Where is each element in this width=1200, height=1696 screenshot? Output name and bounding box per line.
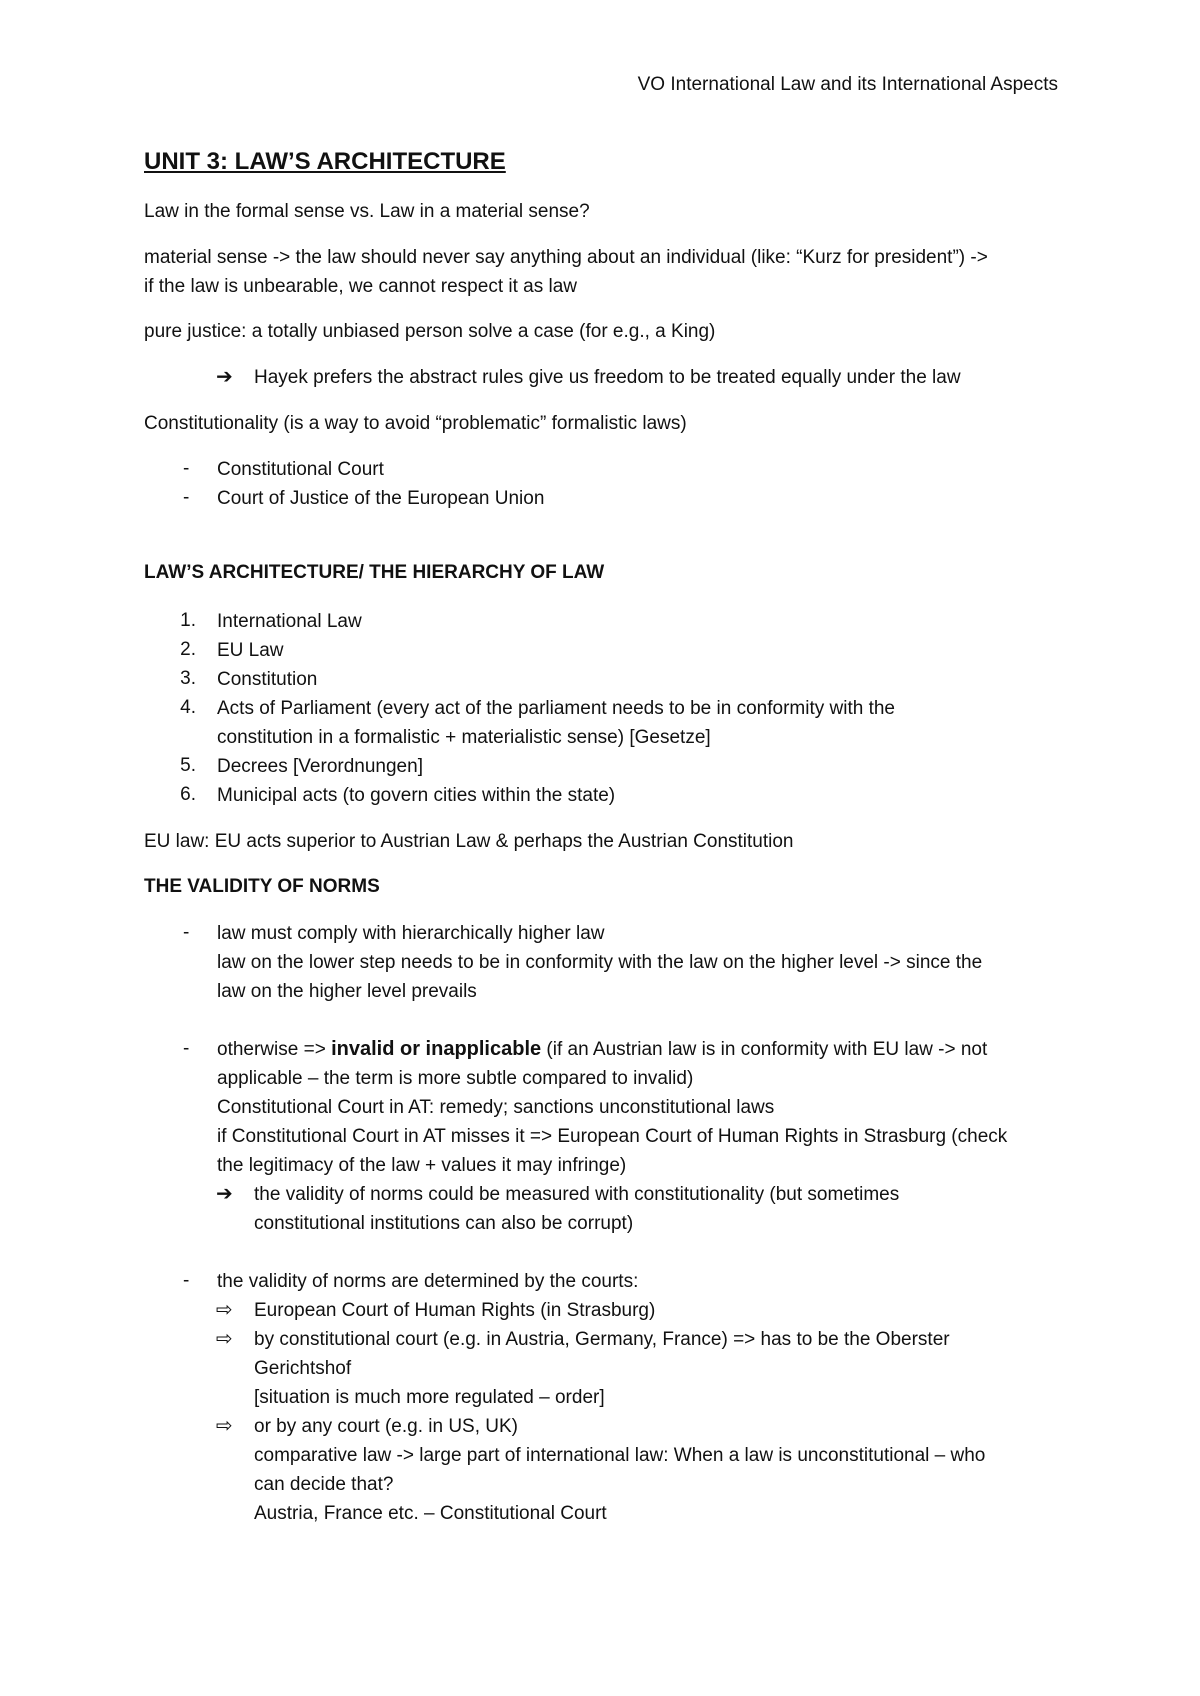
court-sub-2-line-1: by constitutional court (e.g. in Austria, Germany, France) => has to be the Oberster xyxy=(254,1329,950,1350)
court-sub-3-line-3: can decide that? xyxy=(254,1474,394,1495)
hierarchy-item-6: Municipal acts (to govern cities within the state) xyxy=(217,785,616,806)
validity-heading: THE VALIDITY OF NORMS xyxy=(144,876,380,897)
list-number: 6. xyxy=(180,784,196,805)
hierarchy-item-4-line-2: constitution in a formalistic + materialistic sense) [Gesetze] xyxy=(217,727,711,748)
validity-arrow-line-1: the validity of norms could be measured with constitutionality (but sometimes xyxy=(254,1184,900,1205)
court-sub-2-line-3: [situation is much more regulated – order] xyxy=(254,1387,605,1408)
hayek-line: Hayek prefers the abstract rules give us freedom to be treated equally under the law xyxy=(254,367,961,388)
court-sub-3-line-2: comparative law -> large part of international law: When a law is unconstitutional – who xyxy=(254,1445,986,1466)
pure-justice-line: pure justice: a totally unbiased person solve a case (for e.g., a King) xyxy=(144,321,716,342)
court-sub-3-line-4: Austria, France etc. – Constitutional Court xyxy=(254,1503,607,1524)
material-sense-line-2: if the law is unbearable, we cannot respect it as law xyxy=(144,276,578,297)
material-sense-line-1: material sense -> the law should never say anything about an individual (like: “Kurz for president”) -> xyxy=(144,247,988,268)
otherwise-text: otherwise => xyxy=(217,1039,332,1060)
hierarchy-item-2: EU Law xyxy=(217,640,284,661)
list-number: 1. xyxy=(180,610,196,631)
page-header: VO International Law and its International Aspects xyxy=(637,74,1058,95)
hierarchy-item-1: International Law xyxy=(217,611,362,632)
b2-post-text: (if an Austrian law is in conformity with EU law -> not xyxy=(541,1039,988,1060)
hollow-arrow-icon: ⇨ xyxy=(216,1415,233,1437)
constitutionality-line: Constitutionality (is a way to avoid “problematic” formalistic laws) xyxy=(144,413,687,434)
hollow-arrow-icon: ⇨ xyxy=(216,1328,233,1350)
list-number: 4. xyxy=(180,697,196,718)
dash-bullet: - xyxy=(183,458,190,479)
hollow-arrow-icon: ⇨ xyxy=(216,1299,233,1321)
validity-b2-line-5: the legitimacy of the law + values it may infringe) xyxy=(217,1155,627,1176)
hierarchy-heading: LAW’S ARCHITECTURE/ THE HIERARCHY OF LAW xyxy=(144,562,605,583)
hierarchy-item-5: Decrees [Verordnungen] xyxy=(217,756,423,777)
validity-b2-line-3: Constitutional Court in AT: remedy; sanctions unconstitutional laws xyxy=(217,1097,775,1118)
validity-b2-line-4: if Constitutional Court in AT misses it => European Court of Human Rights in Strasburg (check xyxy=(217,1126,1008,1147)
court-item-2: Court of Justice of the European Union xyxy=(217,488,545,509)
page-title: UNIT 3: LAW’S ARCHITECTURE xyxy=(144,148,506,175)
arrow-bullet-icon: ➔ xyxy=(216,1183,233,1205)
dash-bullet: - xyxy=(183,1270,190,1291)
arrow-bullet-icon: ➔ xyxy=(216,366,233,388)
court-sub-1: European Court of Human Rights (in Strasburg) xyxy=(254,1300,656,1321)
dash-bullet: - xyxy=(183,487,190,508)
list-number: 3. xyxy=(180,668,196,689)
validity-b1-line-2: law on the lower step needs to be in conformity with the law on the higher level -> since the xyxy=(217,952,983,973)
eu-law-note: EU law: EU acts superior to Austrian Law & perhaps the Austrian Constitution xyxy=(144,831,794,852)
dash-bullet: - xyxy=(183,1038,190,1059)
validity-b1-line-1: law must comply with hierarchically higher law xyxy=(217,923,605,944)
invalid-inapplicable-bold: invalid or inapplicable xyxy=(331,1038,542,1060)
validity-b3-line-1: the validity of norms are determined by the courts: xyxy=(217,1271,639,1292)
court-sub-3-line-1: or by any court (e.g. in US, UK) xyxy=(254,1416,518,1437)
list-number: 2. xyxy=(180,639,196,660)
hierarchy-item-4-line-1: Acts of Parliament (every act of the parliament needs to be in conformity with the xyxy=(217,698,895,719)
court-item-1: Constitutional Court xyxy=(217,459,384,480)
intro-question: Law in the formal sense vs. Law in a material sense? xyxy=(144,201,590,222)
court-sub-2-line-2: Gerichtshof xyxy=(254,1358,352,1379)
hierarchy-item-3: Constitution xyxy=(217,669,318,690)
list-number: 5. xyxy=(180,755,196,776)
validity-b1-line-3: law on the higher level prevails xyxy=(217,981,477,1002)
validity-b2-line-2: applicable – the term is more subtle compared to invalid) xyxy=(217,1068,694,1089)
validity-arrow-line-2: constitutional institutions can also be corrupt) xyxy=(254,1213,634,1234)
dash-bullet: - xyxy=(183,922,190,943)
validity-b2-line-1 xyxy=(217,1037,987,1062)
